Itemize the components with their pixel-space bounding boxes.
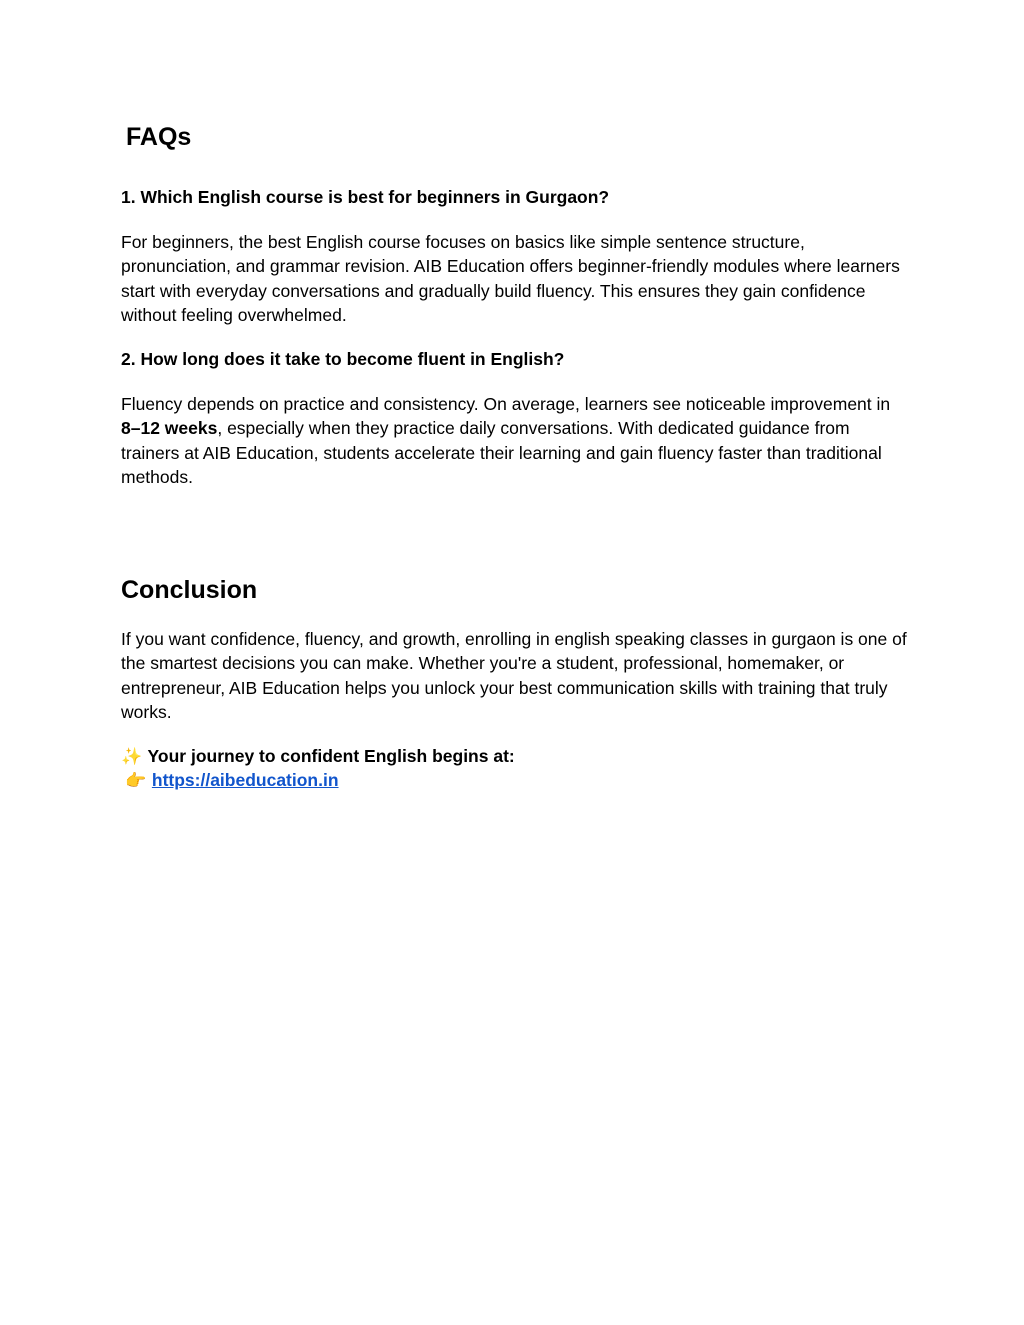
answer-bold: 8–12 weeks	[121, 418, 218, 439]
conclusion-heading: Conclusion	[121, 576, 258, 604]
faqs-heading: FAQs	[126, 123, 192, 151]
answer-text: Fluency depends on practice and consistency. On average, learners see noticeable improvement in	[121, 394, 891, 414]
conclusion-paragraph: If you want confidence, fluency, and growth, enrolling in english speaking classes in gurgaon is one of the smartest decisions you can make. Whether you're a student, professional, homemaker, or entrepreneur, AIB Education helps you unlock your best communication skills with training that truly works.	[121, 629, 907, 722]
faq-answer-1: For beginners, the best English course focuses on basics like simple sentence structure, pronunciation, and grammar revision. AIB Education offers beginner-friendly modules where learners start with everyday conversations and gradually build fluency. This ensures they gain confidence without feeling overwhelmed.	[121, 232, 900, 325]
answer-text: , especially when they practice daily conversations. With dedicated guidance from trainers at AIB Education, students accelerate their learning and gain fluency faster than traditional methods.	[121, 418, 882, 487]
cta-line	[121, 744, 911, 769]
faq-question-1: 1. Which English course is best for beginners in Gurgaon?	[121, 187, 610, 207]
cta-text: Your journey to confident English begins at:	[147, 746, 515, 766]
website-link[interactable]: https://aibeducation.in	[151, 770, 339, 790]
link-line	[125, 768, 915, 793]
faq-question-2: 2. How long does it take to become fluent in English?	[121, 349, 565, 369]
sparkles-icon: ✨	[121, 747, 143, 766]
pointing-hand-icon: 👉	[125, 771, 147, 790]
faq-answer-2	[121, 392, 911, 489]
